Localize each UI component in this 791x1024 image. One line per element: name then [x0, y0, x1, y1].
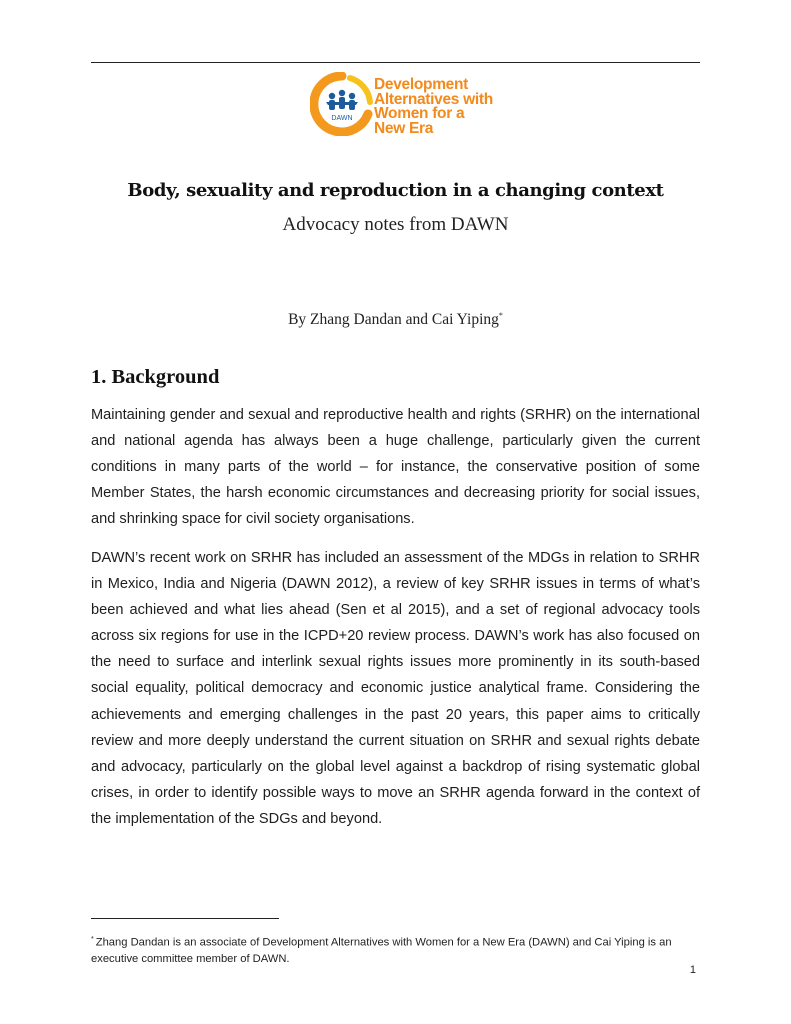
byline-footnote-marker: *: [498, 311, 503, 320]
byline-text: By Zhang Dandan and Cai Yiping: [288, 311, 499, 329]
section-heading: 1. Background: [91, 366, 220, 388]
page-number: 1: [689, 964, 696, 976]
logo-line: New Era: [374, 119, 434, 137]
logo-wordmark: [374, 78, 493, 136]
paragraph: Maintaining gender and sexual and reproductive health and rights (SRHR) on the international and national agenda has always been a huge challenge, particularly given the current conditions in many parts of the world – for instance, the conservative position of some Member States, the harsh economic circumstances and decreasing priority for social issues, and shrinking space for civil society organisations.: [91, 407, 700, 528]
footnote-text: Zhang Dandan is an associate of Development Alternatives with Women for a New Era (DAWN) and Cai Yiping is an executive committee member of DAWN.: [91, 936, 672, 965]
footnote-marker: *: [91, 936, 94, 943]
dawn-logo-mark-label: DAWN: [331, 115, 353, 122]
dawn-logo: [310, 72, 510, 152]
logo-line: Alternatives with: [374, 90, 493, 108]
footnote: [91, 932, 700, 967]
document-title: Body, sexuality and reproduction in a changing context: [127, 180, 664, 201]
byline: [0, 311, 791, 329]
logo-line: Women for a: [374, 105, 465, 122]
footnote-rule: [91, 918, 279, 919]
document-subtitle: Advocacy notes from DAWN: [282, 214, 509, 235]
header-rule: [91, 62, 700, 63]
logo-line: Development: [374, 76, 469, 93]
dawn-logo-icon: [310, 72, 374, 136]
paragraph: DAWN’s recent work on SRHR has included an assessment of the MDGs in relation to SRHR in Mexico, India and Nigeria (DAWN 2012), a review of key SRHR issues in terms of what’s been achieved and what lies ahead (Sen et al 2015), and a set of regional advocacy tools across six regions for use in the ICPD+20 review process. DAWN’s work has also focused on the need to surface and interlink sexual rights issues more prominently in its south-based social equality, political democracy and economic justice analytical frame. Considering the achievements and emerging challenges in the past 20 years, this paper aims to critically review and more deeply understand the current situation on SRHR and sexual rights debate and advocacy, particularly on the global level against a backdrop of rising systematic global crises, in order to identify possible ways to move an SRHR agenda forward in the context of the implementation of the SDGs and beyond.: [91, 550, 700, 827]
